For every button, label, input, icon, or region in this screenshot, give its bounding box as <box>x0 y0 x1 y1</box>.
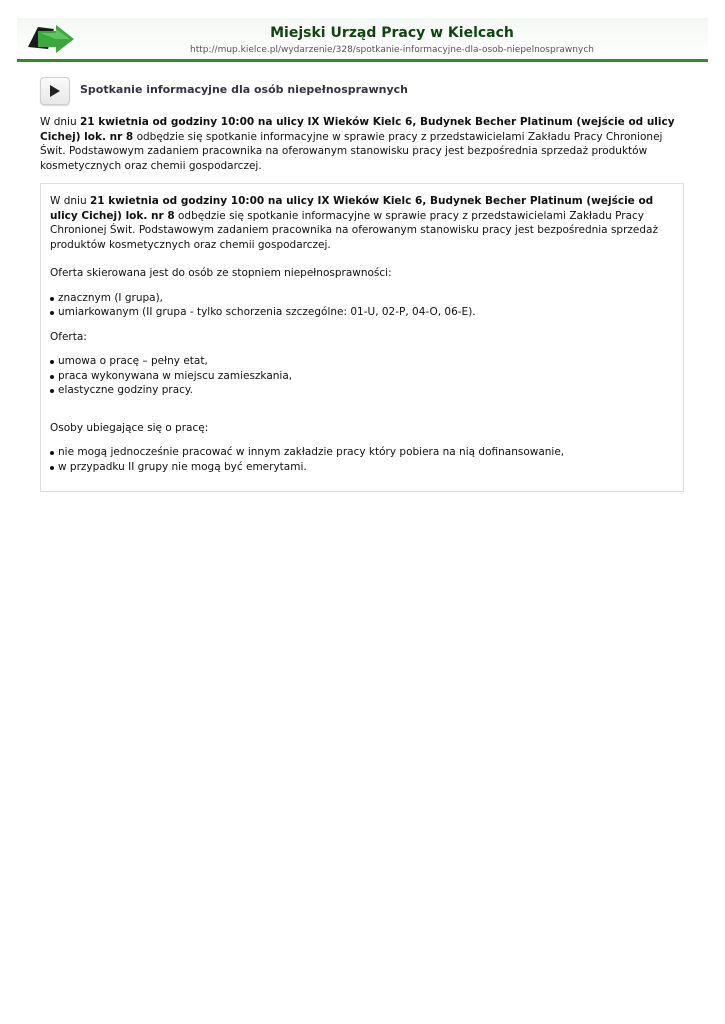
list-item-text: praca wykonywana w miejscu zamieszkania, <box>58 369 293 382</box>
list-item <box>50 369 674 384</box>
page-header <box>17 18 708 60</box>
list-item-text: umowa o pracę – pełny etat, <box>58 355 208 367</box>
list-item-text: nie mogą jednocześnie pracować w innym zakładzie pracy który pobiera na nią dofinansowanie, <box>58 446 565 458</box>
page-url: http://mup.kielce.pl/wydarzenie/328/spotkanie-informacyjne-dla-osob-niepelnosprawnych <box>190 45 594 55</box>
list-item <box>50 291 674 306</box>
bullet-icon <box>50 375 54 379</box>
play-arrow-icon <box>49 84 61 98</box>
list-item <box>50 354 674 369</box>
details-text-bold: 21 kwietnia od godziny 10:00 na ulicy IX Wieków Kielc 6, Budynek Becher Platinum (wejście od ulicy Cichej) lok. nr 8 <box>50 195 654 222</box>
list-item <box>50 445 674 460</box>
intro-paragraph <box>40 115 685 173</box>
details-paragraph <box>50 194 674 252</box>
intro-text-post: odbędzie się spotkanie informacyjne w sprawie pracy z przedstawicielami Zakładu Pracy Chronionej Świt. Podstawowym zadaniem pracownika na oferowanym stanowisku pracy jest bezpośrednia sprzedaż produktów kosmetycznych oraz chemii gospodarczej. <box>40 130 663 172</box>
bullet-icon <box>50 389 54 393</box>
logo-arrow-icon <box>26 23 76 55</box>
bullet-icon <box>50 311 54 315</box>
bullet-icon <box>50 451 54 455</box>
applicants-heading: Osoby ubiegające się o pracę: <box>50 421 209 434</box>
applicants-list <box>50 445 674 474</box>
list-item-text: elastyczne godziny pracy. <box>58 384 193 396</box>
offer-heading: Oferta: <box>50 330 87 343</box>
list-item <box>50 383 674 398</box>
header-divider <box>17 59 708 62</box>
bullet-icon <box>50 297 54 301</box>
target-list <box>50 291 674 320</box>
page-title: Spotkanie informacyjne dla osób niepełnosprawnych <box>80 83 408 96</box>
intro-text-bold: 21 kwietnia od godziny 10:00 na ulicy IX Wieków Kielc 6, Budynek Becher Platinum (wejście od ulicy Cichej) lok. nr 8 <box>40 116 675 143</box>
target-heading: Oferta skierowana jest do osób ze stopniem niepełnosprawności: <box>50 267 392 279</box>
details-text-post: odbędzie się spotkanie informacyjne w sprawie pracy z przedstawicielami Zakładu Pracy Chronionej Świt. Podstawowym zadaniem pracownika na oferowanym stanowisku pracy jest bezpośrednia sprzedaż produktów kosmetycznych oraz chemii gospodarczej. <box>50 209 658 251</box>
details-text-pre: W dniu <box>50 195 90 207</box>
bullet-icon <box>50 360 54 364</box>
list-item <box>50 460 674 475</box>
list-item-text: znacznym (I grupa), <box>58 291 164 304</box>
arrow-button[interactable] <box>40 77 70 105</box>
list-item-text: umiarkowanym (II grupa - tylko schorzenia szczególne: 01-U, 02-P, 04-O, 06-E). <box>58 306 476 318</box>
bullet-icon <box>50 466 54 470</box>
site-title: Miejski Urząd Pracy w Kielcach <box>270 25 514 41</box>
list-item <box>50 305 674 320</box>
intro-text-pre: W dniu <box>40 116 80 128</box>
event-details-box <box>40 183 684 492</box>
list-item-text: w przypadku II grupy nie mogą być emerytami. <box>58 460 307 473</box>
offer-list <box>50 354 674 398</box>
